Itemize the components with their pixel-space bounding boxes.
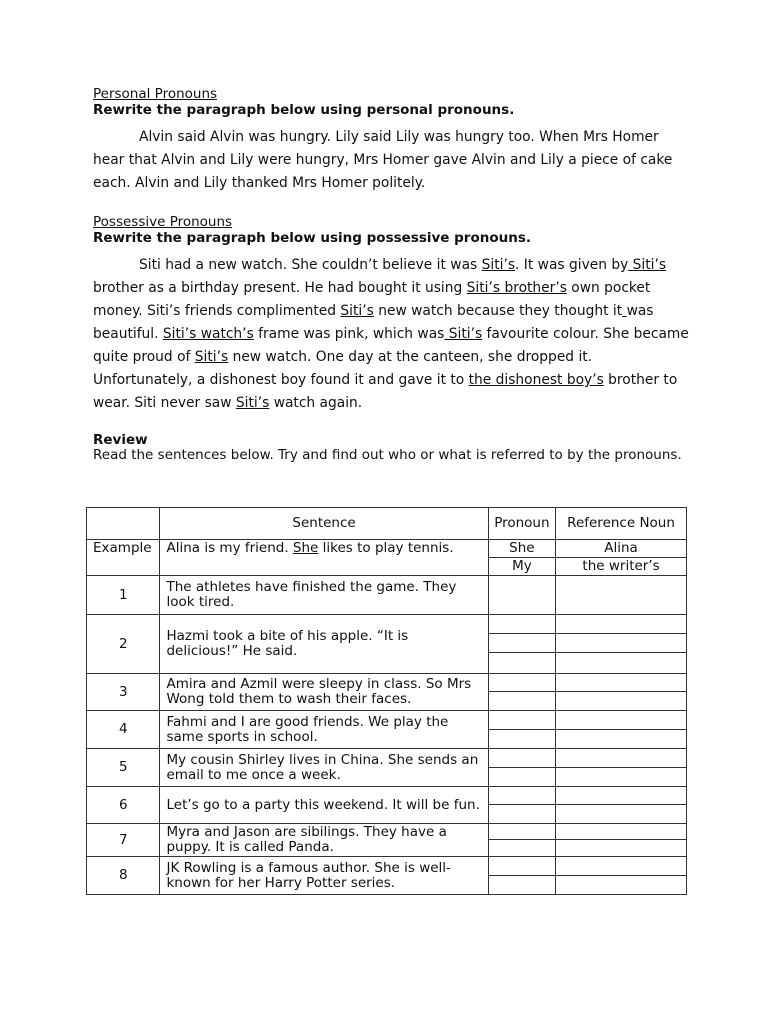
underlined-noun: the dishonest boy’s xyxy=(468,372,604,388)
reference-answer-cell[interactable] xyxy=(556,787,687,805)
row-sentence: JK Rowling is a famous author. She is well-known for her Harry Potter series. xyxy=(160,857,488,895)
paragraph-text: brother as a birthday present. He had bought it using xyxy=(93,280,467,296)
pronoun-answer-cell[interactable] xyxy=(488,805,555,824)
reference-answer-cell[interactable] xyxy=(556,768,687,787)
row-number: 4 xyxy=(87,711,160,749)
pronoun-answer-cell[interactable] xyxy=(488,857,555,876)
header-number xyxy=(87,508,160,540)
example-label: Example xyxy=(87,540,160,576)
pronoun-answer-cell[interactable] xyxy=(488,768,555,787)
paragraph-text: new watch. One day at the canteen, she dropped it. Unfortunately, a dishonest boy found it and gave it to xyxy=(93,349,593,388)
reference-answer-cell[interactable] xyxy=(556,674,687,692)
reference-answer-cell[interactable] xyxy=(556,711,687,730)
table-row xyxy=(87,674,687,692)
paragraph-text: favourite colour. She became quite proud of xyxy=(93,326,689,365)
row-sentence: Let’s go to a party this weekend. It will be fun. xyxy=(160,787,488,824)
worksheet xyxy=(93,86,693,463)
underlined-noun: Siti’s xyxy=(632,257,667,273)
row-sentence: Amira and Azmil were sleepy in class. So Mrs Wong told them to wash their faces. xyxy=(160,674,488,711)
example-sentence-pronoun: She xyxy=(292,540,319,556)
reference-answer-cell[interactable] xyxy=(556,634,687,653)
paragraph-text: frame was pink, which was xyxy=(253,326,445,342)
paragraph-text: brother to wear. Siti never saw xyxy=(93,372,678,411)
example-sentence-before: Alina is my friend. xyxy=(166,540,293,556)
table-row xyxy=(87,824,687,840)
pronoun-answer-cell[interactable] xyxy=(488,674,555,692)
reference-answer-cell[interactable] xyxy=(556,876,687,895)
pronoun-answer-cell[interactable] xyxy=(488,730,555,749)
underlined-noun: Siti’s xyxy=(481,257,516,273)
paragraph-text: . It was given by xyxy=(515,257,629,273)
pronoun-answer-cell[interactable] xyxy=(488,840,555,857)
reference-answer-cell[interactable] xyxy=(556,824,687,840)
row-number: 2 xyxy=(87,615,160,674)
underlined-noun: Siti’s watch’s xyxy=(162,326,254,342)
row-sentence: Fahmi and I are good friends. We play the same sports in school. xyxy=(160,711,488,749)
reference-answer-cell[interactable] xyxy=(556,857,687,876)
pronoun-answer-cell[interactable] xyxy=(488,824,555,840)
header-sentence: Sentence xyxy=(160,508,488,540)
reference-answer-cell[interactable] xyxy=(556,805,687,824)
review-title: Review xyxy=(93,432,148,448)
row-number: 5 xyxy=(87,749,160,787)
row-number: 7 xyxy=(87,824,160,857)
example-sentence xyxy=(160,540,488,576)
row-sentence: Hazmi took a bite of his apple. “It is delicious!” He said. xyxy=(160,615,488,674)
possessive-pronouns-title: Possessive Pronouns xyxy=(93,214,233,230)
pronoun-answer-cell[interactable] xyxy=(488,576,555,615)
pronoun-answer-cell[interactable] xyxy=(488,749,555,768)
reference-answer-cell[interactable] xyxy=(556,749,687,768)
reference-answer-cell[interactable] xyxy=(556,576,687,615)
pronoun-answer-cell[interactable] xyxy=(488,876,555,895)
row-sentence: My cousin Shirley lives in China. She sends an email to me once a week. xyxy=(160,749,488,787)
table-row xyxy=(87,787,687,805)
table-row xyxy=(87,857,687,876)
table-row xyxy=(87,576,687,615)
review-table xyxy=(86,507,687,895)
reference-answer-cell[interactable] xyxy=(556,615,687,634)
pronoun-answer-cell[interactable] xyxy=(488,692,555,711)
underlined-noun: Siti’s xyxy=(444,326,483,342)
row-number: 1 xyxy=(87,576,160,615)
pronoun-answer-cell[interactable] xyxy=(488,653,555,674)
personal-pronouns-title: Personal Pronouns xyxy=(93,86,218,102)
row-sentence: The athletes have finished the game. They look tired. xyxy=(160,576,488,615)
row-number: 6 xyxy=(87,787,160,824)
table-row xyxy=(87,711,687,730)
review-instruction: Read the sentences below. Try and find out who or what is referred to by the pronouns. xyxy=(93,447,682,463)
row-number: 3 xyxy=(87,674,160,711)
reference-answer-cell[interactable] xyxy=(556,653,687,674)
paragraph-text: watch again. xyxy=(269,395,363,411)
row-sentence: Myra and Jason are sibilings. They have a puppy. It is called Panda. xyxy=(160,824,488,857)
underlined-noun: Siti’s brother’s xyxy=(466,280,567,296)
reference-answer-cell[interactable] xyxy=(556,840,687,857)
header-pronoun: Pronoun xyxy=(488,508,555,540)
pronoun-answer-cell[interactable] xyxy=(488,615,555,634)
paragraph-text: own pocket money. Siti’s friends complimented xyxy=(93,280,651,319)
table-row xyxy=(87,749,687,768)
row-number: 8 xyxy=(87,857,160,895)
header-reference-noun: Reference Noun xyxy=(556,508,687,540)
table-header-row xyxy=(87,508,687,540)
underlined-noun: Siti’s xyxy=(194,349,229,365)
paragraph-text: was beautiful. xyxy=(93,303,654,342)
example-sentence-after: likes to play tennis. xyxy=(318,540,454,556)
example-reference-1: Alina xyxy=(556,540,687,558)
reference-answer-cell[interactable] xyxy=(556,692,687,711)
reference-answer-cell[interactable] xyxy=(556,730,687,749)
example-reference-2: the writer’s xyxy=(556,558,687,576)
possessive-pronouns-paragraph xyxy=(93,254,693,415)
possessive-pronouns-instruction: Rewrite the paragraph below using possessive pronouns. xyxy=(93,230,532,246)
pronoun-answer-cell[interactable] xyxy=(488,634,555,653)
table-row xyxy=(87,615,687,634)
paragraph-text: Siti had a new watch. She couldn’t believe it was xyxy=(139,257,482,273)
underlined-noun: Siti’s xyxy=(340,303,374,319)
pronoun-answer-cell[interactable] xyxy=(488,711,555,730)
underlined-noun: Siti’s xyxy=(235,395,270,411)
paragraph-text: new watch because they thought it xyxy=(373,303,623,319)
pronoun-answer-cell[interactable] xyxy=(488,787,555,805)
example-pronoun-1: She xyxy=(488,540,555,558)
personal-pronouns-instruction: Rewrite the paragraph below using personal pronouns. xyxy=(93,102,515,118)
example-pronoun-2: My xyxy=(488,558,555,576)
example-row xyxy=(87,540,687,558)
personal-pronouns-paragraph: Alvin said Alvin was hungry. Lily said Lily was hungry too. When Mrs Homer hear that Alvin and Lily were hungry, Mrs Homer gave Alvin and Lily a piece of cake each. Alvin and Lily thanked Mrs Homer politely. xyxy=(93,129,673,191)
